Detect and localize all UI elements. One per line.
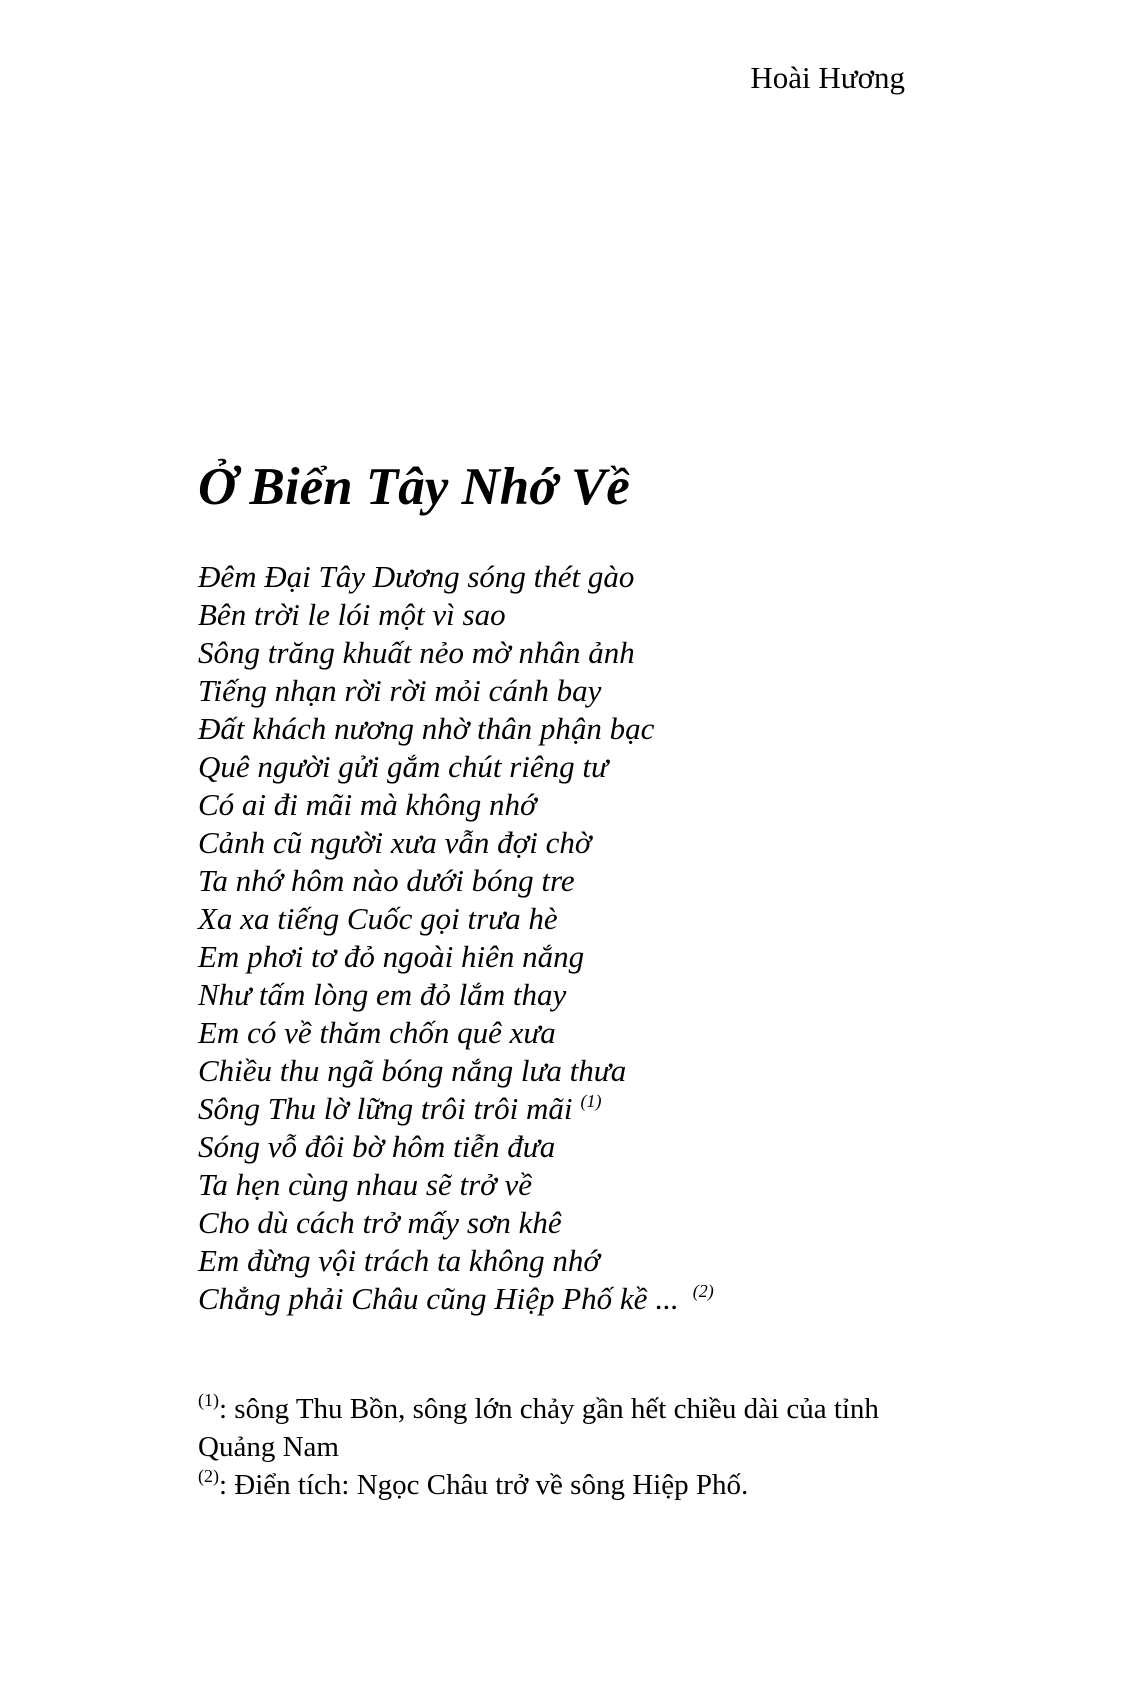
poem-line-text: Chẳng phải Châu cũng Hiệp Phố kề bbox=[198, 1281, 648, 1316]
poem-line bbox=[198, 1242, 714, 1280]
poem-line-text: Cho dù cách trở mấy sơn khê bbox=[198, 1205, 562, 1240]
poem-line-text: Xa xa tiếng Cuốc gọi trưa hè bbox=[198, 901, 558, 936]
poem-line-text: Quê người gửi gắm chút riêng tư bbox=[198, 749, 608, 784]
footnote-text: : Điển tích: Ngọc Châu trở về sông Hiệp Phố. bbox=[219, 1469, 749, 1501]
poem-line-text: Đất khách nương nhờ thân phận bạc bbox=[198, 711, 655, 746]
poem-line-text: Cảnh cũ người xưa vẫn đợi chờ bbox=[198, 825, 592, 860]
poem-line bbox=[198, 710, 714, 748]
poem-line bbox=[198, 1014, 714, 1052]
poem-line bbox=[198, 1090, 714, 1128]
poem-line-text: Như tấm lòng em đỏ lắm thay bbox=[198, 977, 567, 1012]
poem-line-text: Đêm Đại Tây Dương sóng thét gào bbox=[198, 559, 635, 594]
poem-line bbox=[198, 1280, 714, 1318]
poem-line bbox=[198, 938, 714, 976]
poem-line bbox=[198, 862, 714, 900]
poem-line bbox=[198, 1166, 714, 1204]
footnote-ref-2: (2) bbox=[692, 1281, 714, 1301]
poem-line bbox=[198, 672, 714, 710]
poem-line-text: Tiếng nhạn rời rời mỏi cánh bay bbox=[198, 673, 602, 708]
footnotes bbox=[198, 1390, 938, 1504]
poem-title: Ở Biển Tây Nhớ Về bbox=[198, 458, 630, 516]
poem-line-text: Sóng vỗ đôi bờ hôm tiễn đưa bbox=[198, 1129, 556, 1164]
poem-line-text: Sông trăng khuất nẻo mờ nhân ảnh bbox=[198, 635, 635, 670]
footnote-ref-1: (1) bbox=[580, 1091, 602, 1111]
footnote-marker: (1) bbox=[198, 1390, 219, 1410]
poem-line-text: Chiều thu ngã bóng nắng lưa thưa bbox=[198, 1053, 627, 1088]
poem-line bbox=[198, 900, 714, 938]
footnote-text: : sông Thu Bồn, sông lớn chảy gần hết chiều dài của tỉnh Quảng Nam bbox=[198, 1393, 879, 1463]
poem-line-text: Em phơi tơ đỏ ngoài hiên nắng bbox=[198, 939, 585, 974]
poem-line bbox=[198, 558, 714, 596]
poem-line-text: Có ai đi mãi mà không nhớ bbox=[198, 787, 537, 822]
poem-line bbox=[198, 976, 714, 1014]
poem-line bbox=[198, 824, 714, 862]
poem-line-text: Sông Thu lờ lững trôi trôi mãi bbox=[198, 1091, 573, 1126]
poem-line-text: Ta nhớ hôm nào dưới bóng tre bbox=[198, 863, 575, 898]
poem-line-text: Em đừng vội trách ta không nhớ bbox=[198, 1243, 600, 1278]
poem-body bbox=[198, 558, 714, 1318]
footnote-2 bbox=[198, 1466, 938, 1504]
poem-line bbox=[198, 1052, 714, 1090]
footnote-marker: (2) bbox=[198, 1466, 219, 1486]
poem-line bbox=[198, 634, 714, 672]
poem-line-text: Ta hẹn cùng nhau sẽ trở về bbox=[198, 1167, 532, 1202]
poem-line-text: Em có về thăm chốn quê xưa bbox=[198, 1015, 556, 1050]
poem-line bbox=[198, 748, 714, 786]
running-header-author: Hoài Hương bbox=[750, 60, 905, 95]
poem-line bbox=[198, 596, 714, 634]
poem-line bbox=[198, 786, 714, 824]
footnote-1 bbox=[198, 1390, 938, 1466]
poem-line bbox=[198, 1128, 714, 1166]
poem-ellipsis: ... bbox=[655, 1281, 679, 1316]
poem-line-text: Bên trời le lói một vì sao bbox=[198, 597, 506, 632]
poem-line bbox=[198, 1204, 714, 1242]
